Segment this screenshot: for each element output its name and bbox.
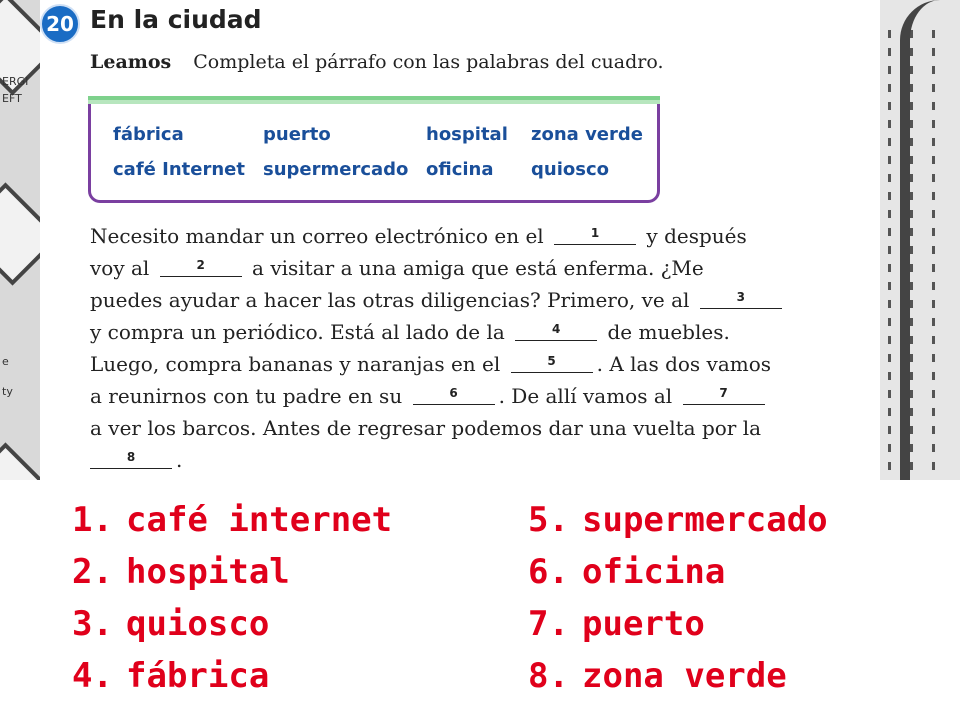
paragraph-line — [90, 284, 830, 316]
textbook-page — [40, 0, 880, 480]
answer-item — [528, 500, 828, 540]
exercise-instruction — [90, 51, 664, 73]
word-box-item: supermercado — [263, 159, 409, 180]
blank-number: 3 — [736, 290, 745, 304]
answer-item — [528, 552, 725, 592]
paragraph-text: y después — [646, 224, 747, 248]
exercise-title: En la ciudad — [90, 5, 262, 34]
answer-item — [528, 604, 705, 644]
instruction-text: Completa el párrafo con las palabras del cuadro. — [193, 51, 664, 73]
paragraph-text: . A las dos vamos — [596, 352, 772, 376]
paragraph-line — [90, 380, 830, 412]
answer-word: puerto — [582, 604, 705, 644]
blank-3 — [700, 288, 782, 309]
blank-number: 6 — [449, 386, 458, 400]
word-box-item: puerto — [263, 124, 331, 145]
paragraph-text: a visitar a una amiga que está enferma. ¿Me — [252, 256, 704, 280]
answer-word: fábrica — [126, 656, 270, 696]
paragraph-text: puedes ayudar a hacer las otras diligencias? Primero, ve al — [90, 288, 690, 312]
blank-number: 8 — [126, 450, 136, 464]
word-box — [88, 100, 660, 203]
answer-number: 1. — [72, 500, 113, 540]
blank-8 — [90, 448, 172, 469]
paragraph-text: . — [176, 448, 183, 472]
blank-number: 1 — [590, 226, 600, 240]
answer-number: 8. — [528, 656, 569, 696]
blank-number: 7 — [719, 386, 728, 400]
word-box-item: oficina — [426, 159, 494, 180]
word-box-item: café Internet — [113, 159, 245, 180]
paragraph-text: Luego, compra bananas y naranjas en el — [90, 352, 501, 376]
exercise-number-badge: 20 — [40, 4, 80, 44]
paragraph-text: . De allí vamos al — [498, 384, 673, 408]
answer-number: 5. — [528, 500, 569, 540]
paragraph-text: Necesito mandar un correo electrónico en el — [90, 224, 544, 248]
answer-word: hospital — [126, 552, 290, 592]
answer-number: 3. — [72, 604, 113, 644]
cloze-paragraph — [90, 220, 830, 476]
paragraph-text: de muebles. — [607, 320, 730, 344]
paragraph-line — [90, 348, 830, 380]
paragraph-text: y compra un periódico. Está al lado de la — [90, 320, 505, 344]
paragraph-line — [90, 316, 830, 348]
answer-number: 6. — [528, 552, 569, 592]
blank-number: 2 — [196, 258, 205, 272]
answer-item — [72, 552, 290, 592]
answer-word: quiosco — [126, 604, 270, 644]
paragraph-text: voy al — [90, 256, 150, 280]
answer-word: oficina — [582, 552, 726, 592]
blank-1 — [554, 224, 636, 245]
answer-word: zona verde — [582, 656, 787, 696]
paragraph-line — [90, 252, 830, 284]
blank-7 — [683, 384, 765, 405]
paragraph-text: a reunirnos con tu padre en su — [90, 384, 403, 408]
sign-text-fragment: ty — [2, 385, 13, 398]
sign-text-fragment: ERGI — [2, 75, 29, 88]
instruction-label: Leamos — [90, 51, 172, 73]
background-road-right — [880, 0, 960, 480]
answer-number: 7. — [528, 604, 569, 644]
answer-item — [528, 656, 787, 696]
word-box-grid — [113, 124, 651, 180]
answer-word: supermercado — [582, 500, 828, 540]
paragraph-line — [90, 412, 830, 444]
word-box-item: quiosco — [531, 159, 609, 180]
paragraph-line — [90, 444, 830, 476]
answer-number: 4. — [72, 656, 113, 696]
paragraph-text: a ver los barcos. Antes de regresar podemos dar una vuelta por la — [90, 416, 762, 440]
paragraph-line — [90, 220, 830, 252]
sign-text-fragment: EFT — [2, 92, 22, 105]
blank-4 — [515, 320, 597, 341]
answer-key — [0, 480, 960, 720]
blank-number: 5 — [547, 354, 556, 368]
answer-item — [72, 500, 392, 540]
lane-marking — [888, 30, 891, 470]
road-sign-shape — [0, 182, 40, 285]
word-box-item: hospital — [426, 124, 508, 145]
word-box-header-stripe — [88, 96, 660, 104]
blank-6 — [413, 384, 495, 405]
answer-word: café internet — [126, 500, 393, 540]
answer-item — [72, 656, 269, 696]
blank-5 — [511, 352, 593, 373]
word-box-item: fábrica — [113, 124, 184, 145]
sign-text-fragment: e — [2, 355, 9, 368]
answer-number: 2. — [72, 552, 113, 592]
blank-2 — [160, 256, 242, 277]
word-box-item: zona verde — [531, 124, 643, 145]
answer-item — [72, 604, 269, 644]
road-curve — [900, 0, 960, 480]
blank-number: 4 — [551, 322, 561, 336]
